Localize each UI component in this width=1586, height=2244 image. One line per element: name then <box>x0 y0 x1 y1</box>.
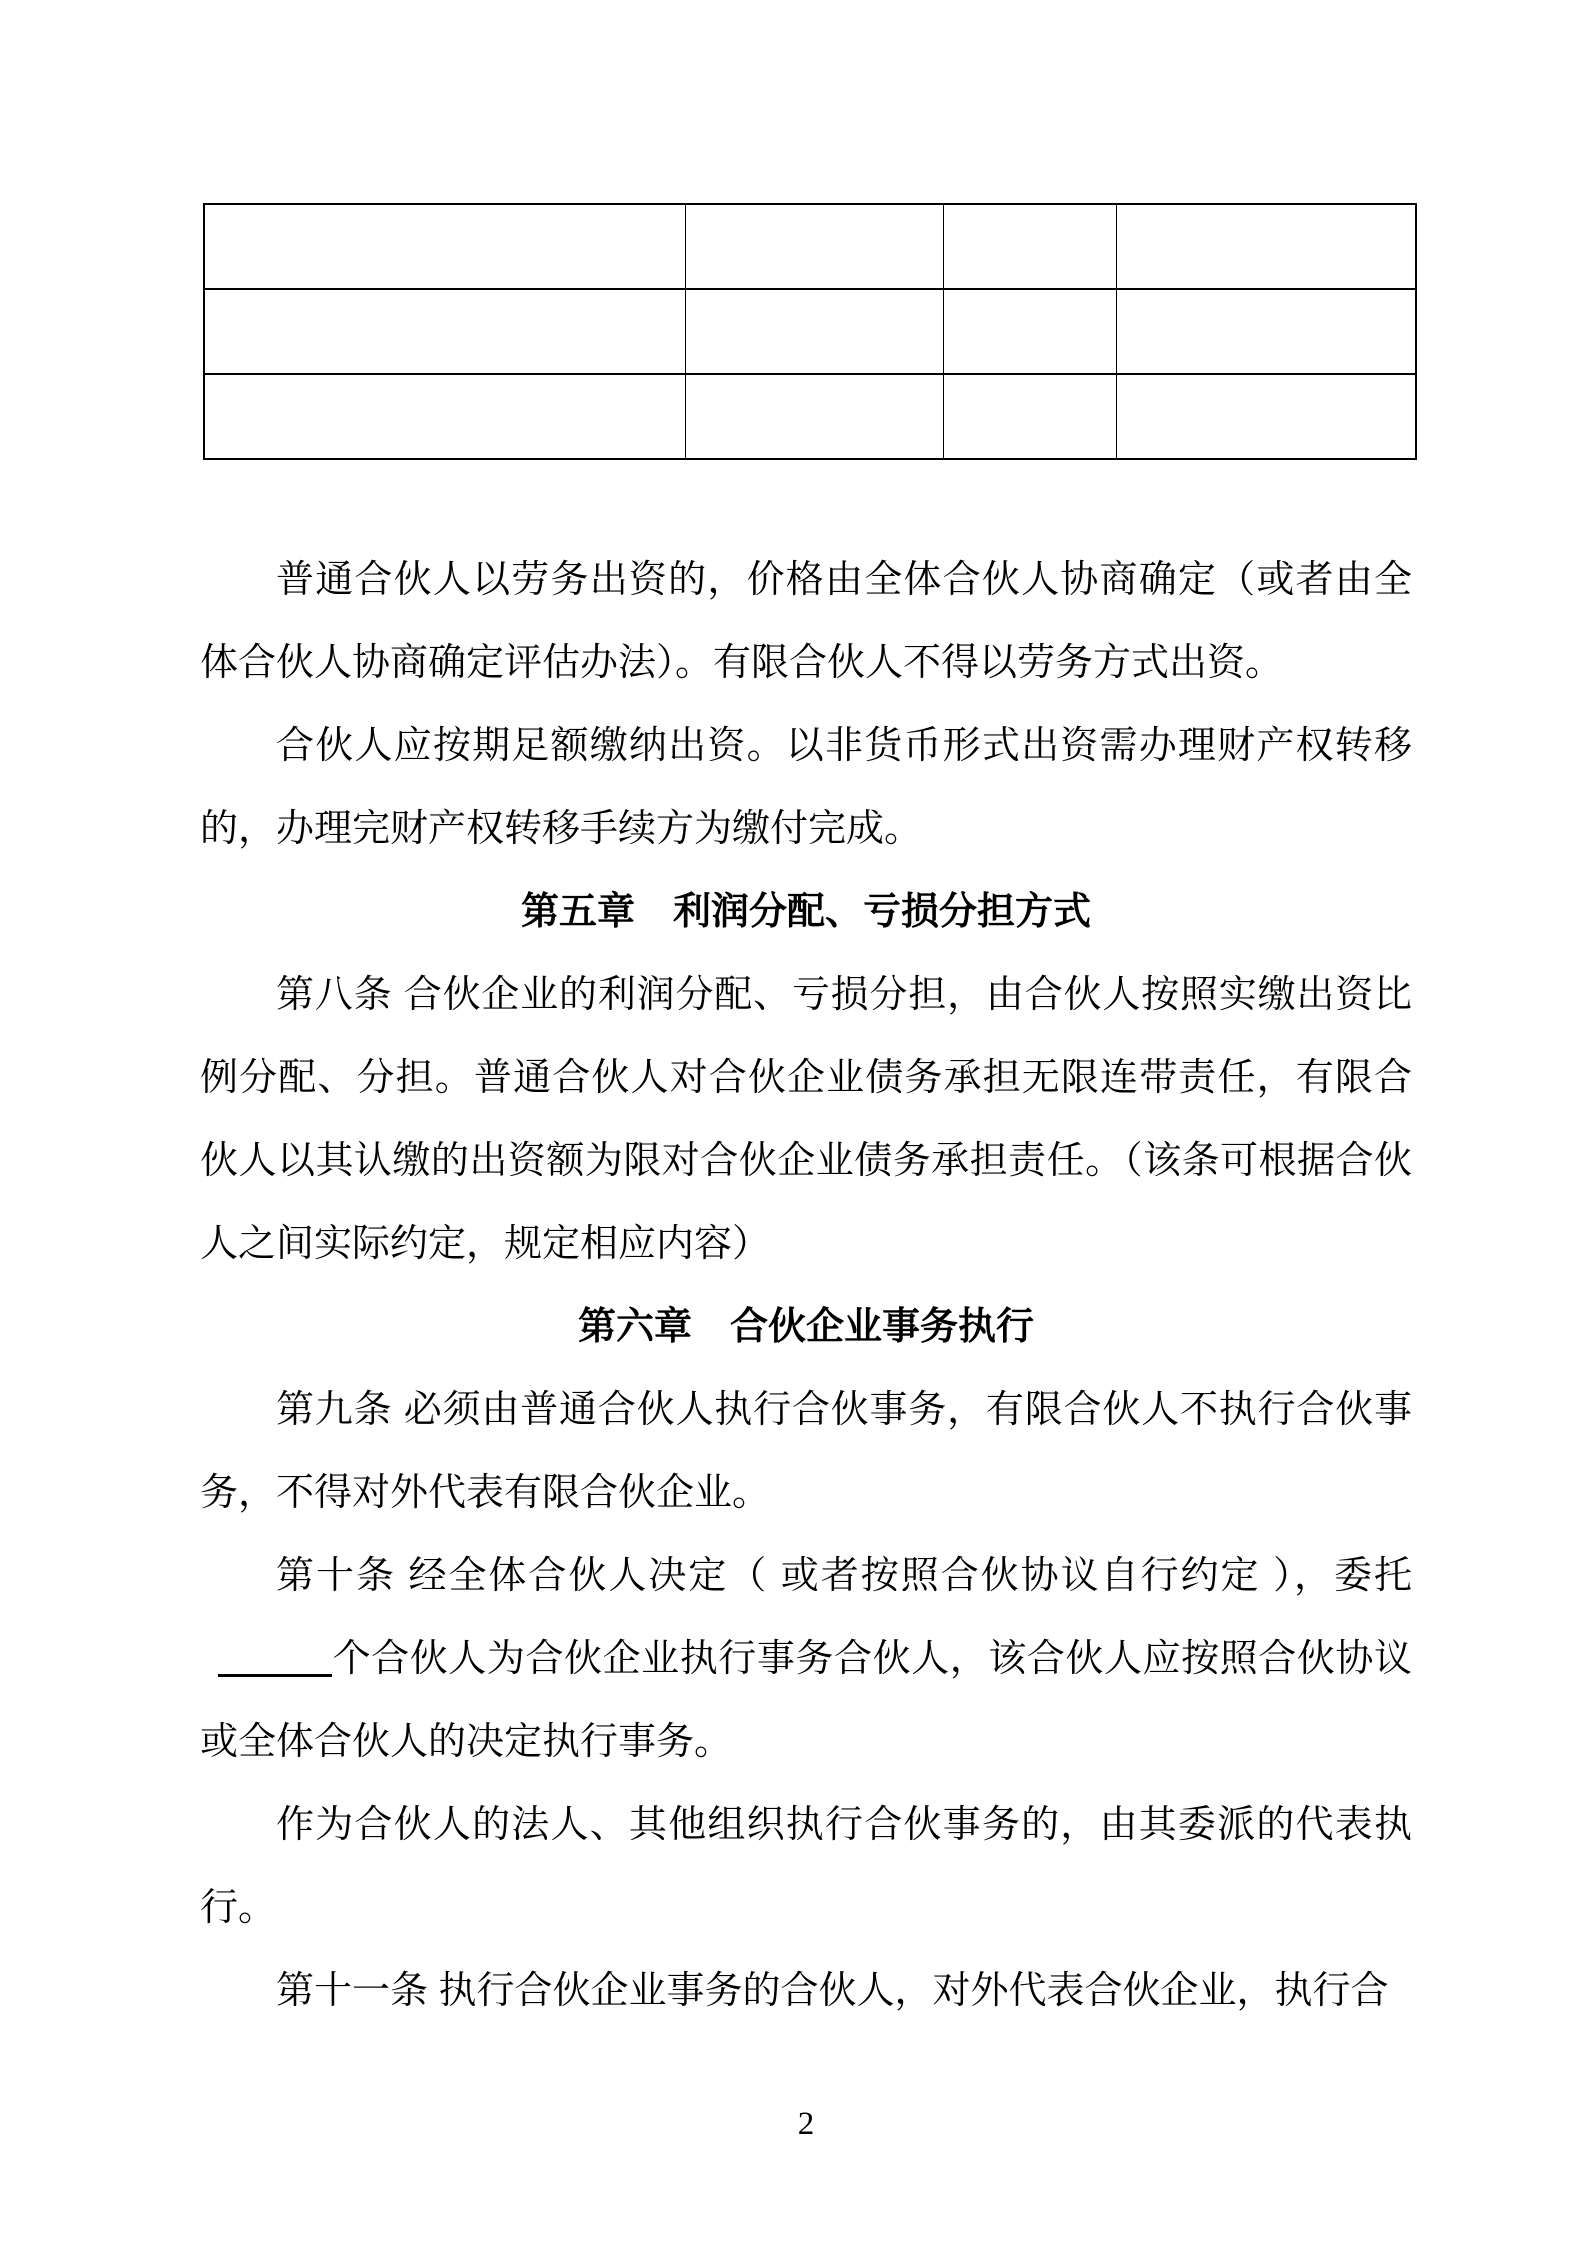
table-cell <box>204 289 685 374</box>
table-cell <box>1117 204 1416 289</box>
table-cell <box>685 204 943 289</box>
table-row <box>204 374 1416 459</box>
paragraph-labor-contribution: 普通合伙人以劳务出资的，价格由全体合伙人协商确定（或者由全体合伙人协商确定评估办法）。有限合伙人不得以劳务方式出资。 <box>200 559 1412 684</box>
table-cell <box>943 204 1116 289</box>
table-cell <box>204 374 685 459</box>
table-cell <box>685 374 943 459</box>
table-cell <box>1117 374 1416 459</box>
table-row <box>204 204 1416 289</box>
paragraph-article-8: 第八条 合伙企业的利润分配、亏损分担，由合伙人按照实缴出资比例分配、分担。普通合伙人对合伙企业债务承担无限连带责任，有限合伙人以其认缴的出资额为限对合伙企业债务承担责任。（该条可根据合伙人之间实际约定，规定相应内容） <box>200 974 1412 1265</box>
table-cell <box>1117 289 1416 374</box>
paragraph-legal-person-representative: 作为合伙人的法人、其他组织执行合伙事务的，由其委派的代表执行。 <box>200 1804 1412 1929</box>
chapter-6-heading: 第六章 合伙企业事务执行 <box>577 1306 1034 1348</box>
article-10-text-before-blank: 第十条 经全体合伙人决定（ 或者按照合伙协议自行约定 ），委托 <box>276 1555 1412 1597</box>
chapter-5-heading: 第五章 利润分配、亏损分担方式 <box>520 891 1091 933</box>
paragraph-article-9: 第九条 必须由普通合伙人执行合伙事务，有限合伙人不执行合伙事务，不得对外代表有限合伙企业。 <box>200 1389 1412 1514</box>
contribution-table <box>203 203 1417 460</box>
table-cell <box>685 289 943 374</box>
paragraph-article-10 <box>200 1535 1412 1784</box>
page-number: 2 <box>797 2106 815 2142</box>
article-10-text-after-blank: 个合伙人为合伙企业执行事务合伙人，该合伙人应按照合伙协议或全体合伙人的决定执行事务。 <box>200 1638 1412 1763</box>
fill-in-blank <box>218 1643 332 1677</box>
table-cell <box>943 289 1116 374</box>
document-body <box>200 539 1412 2033</box>
paragraph-article-11: 第十一条 执行合伙企业事务的合伙人，对外代表合伙企业，执行合 <box>276 1970 1389 2012</box>
table-row <box>204 289 1416 374</box>
table-cell <box>943 374 1116 459</box>
table-cell <box>204 204 685 289</box>
paragraph-payment-obligation: 合伙人应按期足额缴纳出资。以非货币形式出资需办理财产权转移的，办理完财产权转移手续方为缴付完成。 <box>200 725 1412 850</box>
